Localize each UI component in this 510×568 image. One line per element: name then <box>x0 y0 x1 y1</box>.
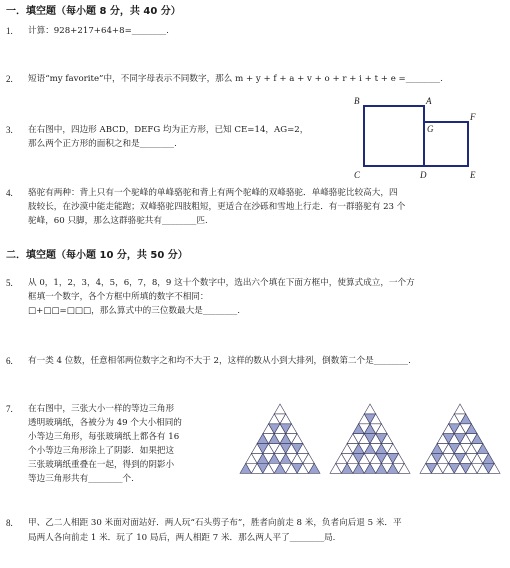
question-text: 计算：928+217+64+8=________. <box>28 26 169 36</box>
triangle-sheet <box>420 404 500 473</box>
question-number: 6. <box>6 356 13 366</box>
question-text: 那么两个正方形的面积之和是________. <box>28 139 177 149</box>
label-d: D <box>420 170 427 180</box>
triangles-figure <box>234 404 504 484</box>
question-number: 8. <box>6 518 13 528</box>
question-text: 三张玻璃纸重叠在一起，得到的阴影小 <box>28 460 175 470</box>
section-2-title: 二．填空题（每小题 10 分，共 50 分） <box>6 250 188 261</box>
question-number: 4. <box>6 188 13 198</box>
question-number: 1. <box>6 26 13 36</box>
question-text: 框填一个数字，各个方框中所填的数字不相同： <box>28 292 209 302</box>
triangle-sheet <box>240 404 320 473</box>
question-text: 从 0，1，2，3，4，5，6，7，8，9 这十个数字中，选出六个填在下面方框中，使算式成立，一个方 <box>28 278 415 288</box>
question-text: 有一类 4 位数，任意相邻两位数字之和均不大于 2，这样的数从小到大排列，倒数第二个是________. <box>28 356 411 366</box>
question-text: 甲、乙二人相距 30 米面对面站好．两人玩“石头剪子布”，胜者向前走 8 米，负者向后退 5 米．平 <box>28 518 402 528</box>
label-b: B <box>354 96 360 106</box>
question-text: 透明玻璃纸，各被分为 49 个大小相同的 <box>28 418 182 428</box>
question-text: 在右图中，四边形 ABCD，DEFG 均为正方形，已知 CE=14，AG=2， <box>28 125 309 135</box>
question-text: 个小等边三角形涂上了阴影．如果把这 <box>28 446 175 456</box>
label-e: E <box>470 170 476 180</box>
question-number: 7. <box>6 404 13 414</box>
label-a: A <box>426 96 432 106</box>
triangle-sheet <box>330 404 410 473</box>
question-text: 短语“my favorite”中，不同字母表示不同数字，那么 m + y + f + a + v + o + r + i + t + e =________. <box>28 74 443 84</box>
question-number: 5. <box>6 278 13 288</box>
question-number: 3. <box>6 125 13 135</box>
label-c: C <box>354 170 361 180</box>
section-1-title: 一．填空题（每小题 8 分，共 40 分） <box>6 6 181 17</box>
question-text: 小等边三角形，每张玻璃纸上都各有 16 <box>28 432 180 442</box>
question-number: 2. <box>6 74 13 84</box>
squares-figure <box>352 94 502 184</box>
question-text: 局两人各向前走 1 米．玩了 10 局后，两人相距 7 米．那么两人平了________局. <box>28 533 336 543</box>
label-g: G <box>427 124 434 134</box>
question-text: 骆驼有两种：背上只有一个驼峰的单峰骆驼和背上有两个驼峰的双峰骆驼．单峰骆驼比较高大，四 <box>28 188 398 198</box>
label-f: F <box>470 112 476 122</box>
square-abcd <box>364 106 424 166</box>
question-text: 等边三角形共有________个. <box>28 474 134 484</box>
question-text: 肢较长，在沙漠中能走能跑；双峰骆驼四肢粗短，更适合在沙砾和雪地上行走．有一群骆驼有 23 个 <box>28 202 406 212</box>
small-triangle <box>454 404 465 414</box>
small-triangle <box>364 404 375 414</box>
question-text: 在右图中，三张大小一样的等边三角形 <box>28 404 175 414</box>
question-text: □+□□=□□□，那么算式中的三位数最大是________. <box>28 306 240 316</box>
small-triangle <box>274 404 285 414</box>
question-text: 驼峰，60 只脚，那么这群骆驼共有________匹. <box>28 216 208 226</box>
